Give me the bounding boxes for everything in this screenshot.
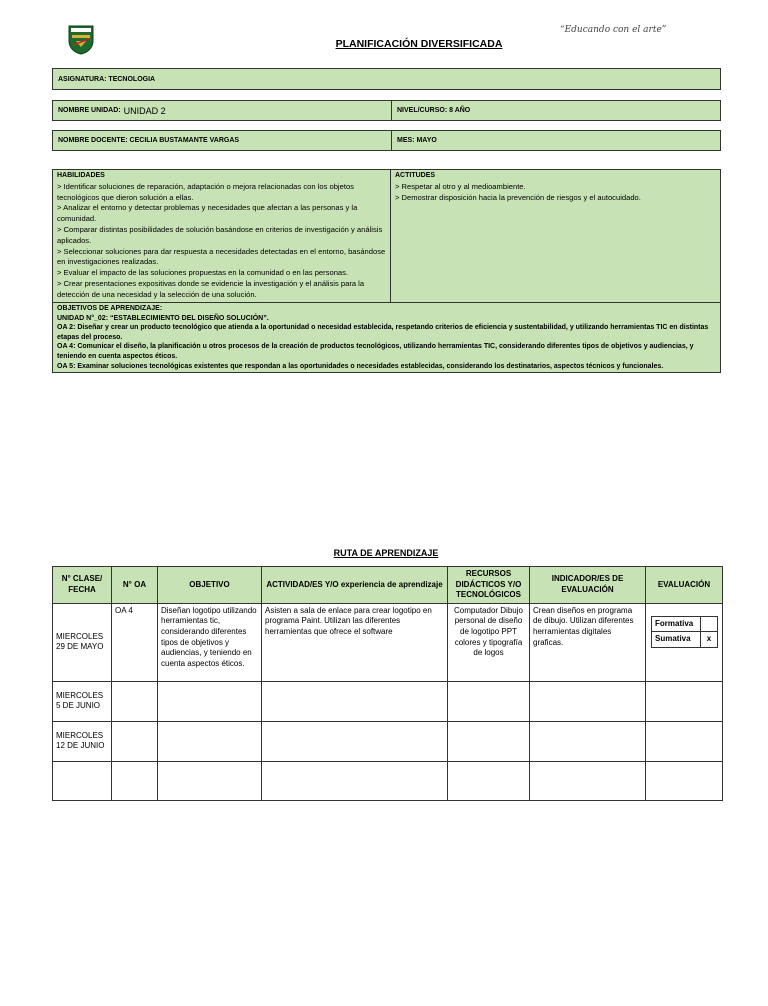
- ruta-table: [52, 566, 723, 801]
- unidad-bar: [52, 100, 721, 121]
- cell-indicador: [530, 681, 646, 721]
- habilidad-item: > Analizar el entorno y detectar problemas y necesidades que afectan a las personas y la comunidad.: [57, 203, 358, 224]
- evaluacion-box: [651, 616, 718, 648]
- cell-evaluacion: [646, 681, 723, 721]
- sumativa-mark: x: [701, 632, 718, 648]
- ruta-title: RUTA DE APRENDIZAJE: [333, 548, 439, 558]
- objetivos-unidad: UNIDAD N°_02: “ESTABLECIMIENTO DEL DISEÑO SOLUCIÓN”.: [57, 314, 269, 322]
- header-recursos: RECURSOS DIDÁCTICOS Y/O TECNOLÓGICOS: [448, 567, 530, 604]
- header-oa: N° OA: [112, 567, 158, 604]
- habilidades-column: [53, 170, 391, 302]
- cell-fecha: [53, 761, 112, 800]
- cell-actividad: Asisten a sala de enlace para crear logotipo en programa Paint. Utilizan las diferentes herramientas que ofrece el software: [262, 603, 448, 681]
- cell-fecha: MIERCOLES 5 DE JUNIO: [53, 681, 112, 721]
- cell-objetivo: [158, 721, 262, 761]
- habilidad-item: > Evaluar el impacto de las soluciones propuestas en la comunidad o en las personas.: [57, 268, 349, 278]
- cell-indicador: [530, 721, 646, 761]
- document-title: PLANIFICACIÓN DIVERSIFICADA: [335, 38, 503, 50]
- cell-recursos: [448, 681, 530, 721]
- habilidad-item: > Seleccionar soluciones para dar respuesta a necesidades detectadas en el entorno, basándose en investigaciones realizadas.: [57, 246, 386, 267]
- cell-evaluacion: [646, 761, 723, 800]
- formativa-mark: [701, 616, 718, 632]
- header-objetivo: OBJETIVO: [158, 567, 262, 604]
- cell-oa: [112, 721, 158, 761]
- table-row: [53, 603, 723, 681]
- habilidad-item: > Crear presentaciones expositivas donde se evidencie la investigación y el análisis para la detección de una necesidad y la selección de una solución.: [57, 278, 365, 299]
- table-row: [53, 761, 723, 800]
- header-actividad: ACTIVIDAD/ES Y/O experiencia de aprendizaje: [262, 567, 448, 604]
- header-evaluacion: EVALUACIÓN: [646, 567, 723, 604]
- unidad-cell: [53, 101, 391, 120]
- cell-evaluacion: [646, 603, 723, 681]
- cell-fecha: MIERCOLES 29 DE MAYO: [53, 603, 112, 681]
- cell-objetivo: [158, 681, 262, 721]
- cell-objetivo: [158, 761, 262, 800]
- actitud-item: > Respetar al otro y al medioambiente.: [395, 181, 526, 191]
- formativa-label: Formativa: [652, 616, 701, 632]
- cell-actividad: [262, 761, 448, 800]
- cell-oa: OA 4: [112, 603, 158, 681]
- cell-actividad: [262, 721, 448, 761]
- objetivo-item: OA 4: Comunicar el diseño, la planificación u otros procesos de la creación de productos tecnológicos, utilizando herramientas TIC, considerando diferentes tipos de objetivos y audiencias, y teniendo en cuenta aspectos éticos.: [57, 343, 694, 360]
- asignatura-bar: [52, 68, 721, 90]
- objetivos-area: [53, 302, 720, 372]
- cell-recursos: [448, 761, 530, 800]
- cell-fecha: MIERCOLES 12 DE JUNIO: [53, 721, 112, 761]
- docente-cell: NOMBRE DOCENTE: CECILIA BUSTAMANTE VARGAS: [58, 137, 240, 144]
- habilidad-item: > Identificar soluciones de reparación, adaptación o mejora relacionadas con los objetos tecnológicos que dieron solución a ellas.: [57, 181, 354, 202]
- cell-objetivo: Diseñan logotipo utilizando herramientas tic, considerando diferentes tipos de objetivos y audiencias, y teniendo en cuenta aspectos éticos.: [158, 603, 262, 681]
- habilidades-heading: HABILIDADES: [57, 172, 105, 179]
- cell-indicador: Crean diseños en programa de dibujo. Utilizan diferentes herramientas digitales graficas.: [530, 603, 646, 681]
- cell-evaluacion: [646, 721, 723, 761]
- cell-recursos: [448, 721, 530, 761]
- school-motto: “Educando con el arte”: [560, 25, 667, 35]
- habilidades-section: [52, 169, 721, 373]
- habilidad-item: > Comparar distintas posibilidades de solución basándose en criterios de investigación y análisis aplicados.: [57, 224, 383, 245]
- objetivo-item: OA 2: Diseñar y crear un producto tecnológico que atienda a la oportunidad o necesidad establecida, respetando criterios de eficiencia y sustentabilidad, y utilizando herramientas TIC en distintas etapas del proceso.: [57, 324, 709, 341]
- cell-indicador: [530, 761, 646, 800]
- unidad-value: UNIDAD 2: [123, 105, 166, 116]
- docente-bar: [52, 130, 721, 151]
- actitudes-heading: ACTITUDES: [395, 172, 436, 179]
- table-row: [53, 681, 723, 721]
- unidad-label: NOMBRE UNIDAD:: [58, 107, 121, 114]
- cell-actividad: [262, 681, 448, 721]
- nivel-cell: NIVEL/CURSO: 8 AÑO: [391, 101, 720, 120]
- objetivo-item: OA 5: Examinar soluciones tecnológicas existentes que respondan a las oportunidades o necesidades establecidas, considerando los destinatarios, aspectos técnicos y funcionales.: [57, 362, 664, 370]
- objetivos-heading: OBJETIVOS DE APRENDIZAJE:: [57, 305, 163, 312]
- actitud-item: > Demostrar disposición hacia la prevención de riesgos y el autocuidado.: [395, 192, 641, 202]
- table-row: [53, 721, 723, 761]
- header-fecha: N° CLASE/ FECHA: [53, 567, 112, 604]
- mes-cell: MES: MAYO: [391, 131, 720, 150]
- ruta-header-row: [53, 567, 723, 604]
- sumativa-label: Sumativa: [652, 632, 701, 648]
- asignatura-label: ASIGNATURA: TECNOLOGIA: [58, 75, 156, 83]
- cell-oa: [112, 761, 158, 800]
- header-indicador: INDICADOR/ES DE EVALUACIÓN: [530, 567, 646, 604]
- actitudes-column: [391, 170, 720, 302]
- cell-recursos: Computador Dibujo personal de diseño de logotipo PPT colores y tipografía de logos: [448, 603, 530, 681]
- cell-oa: [112, 681, 158, 721]
